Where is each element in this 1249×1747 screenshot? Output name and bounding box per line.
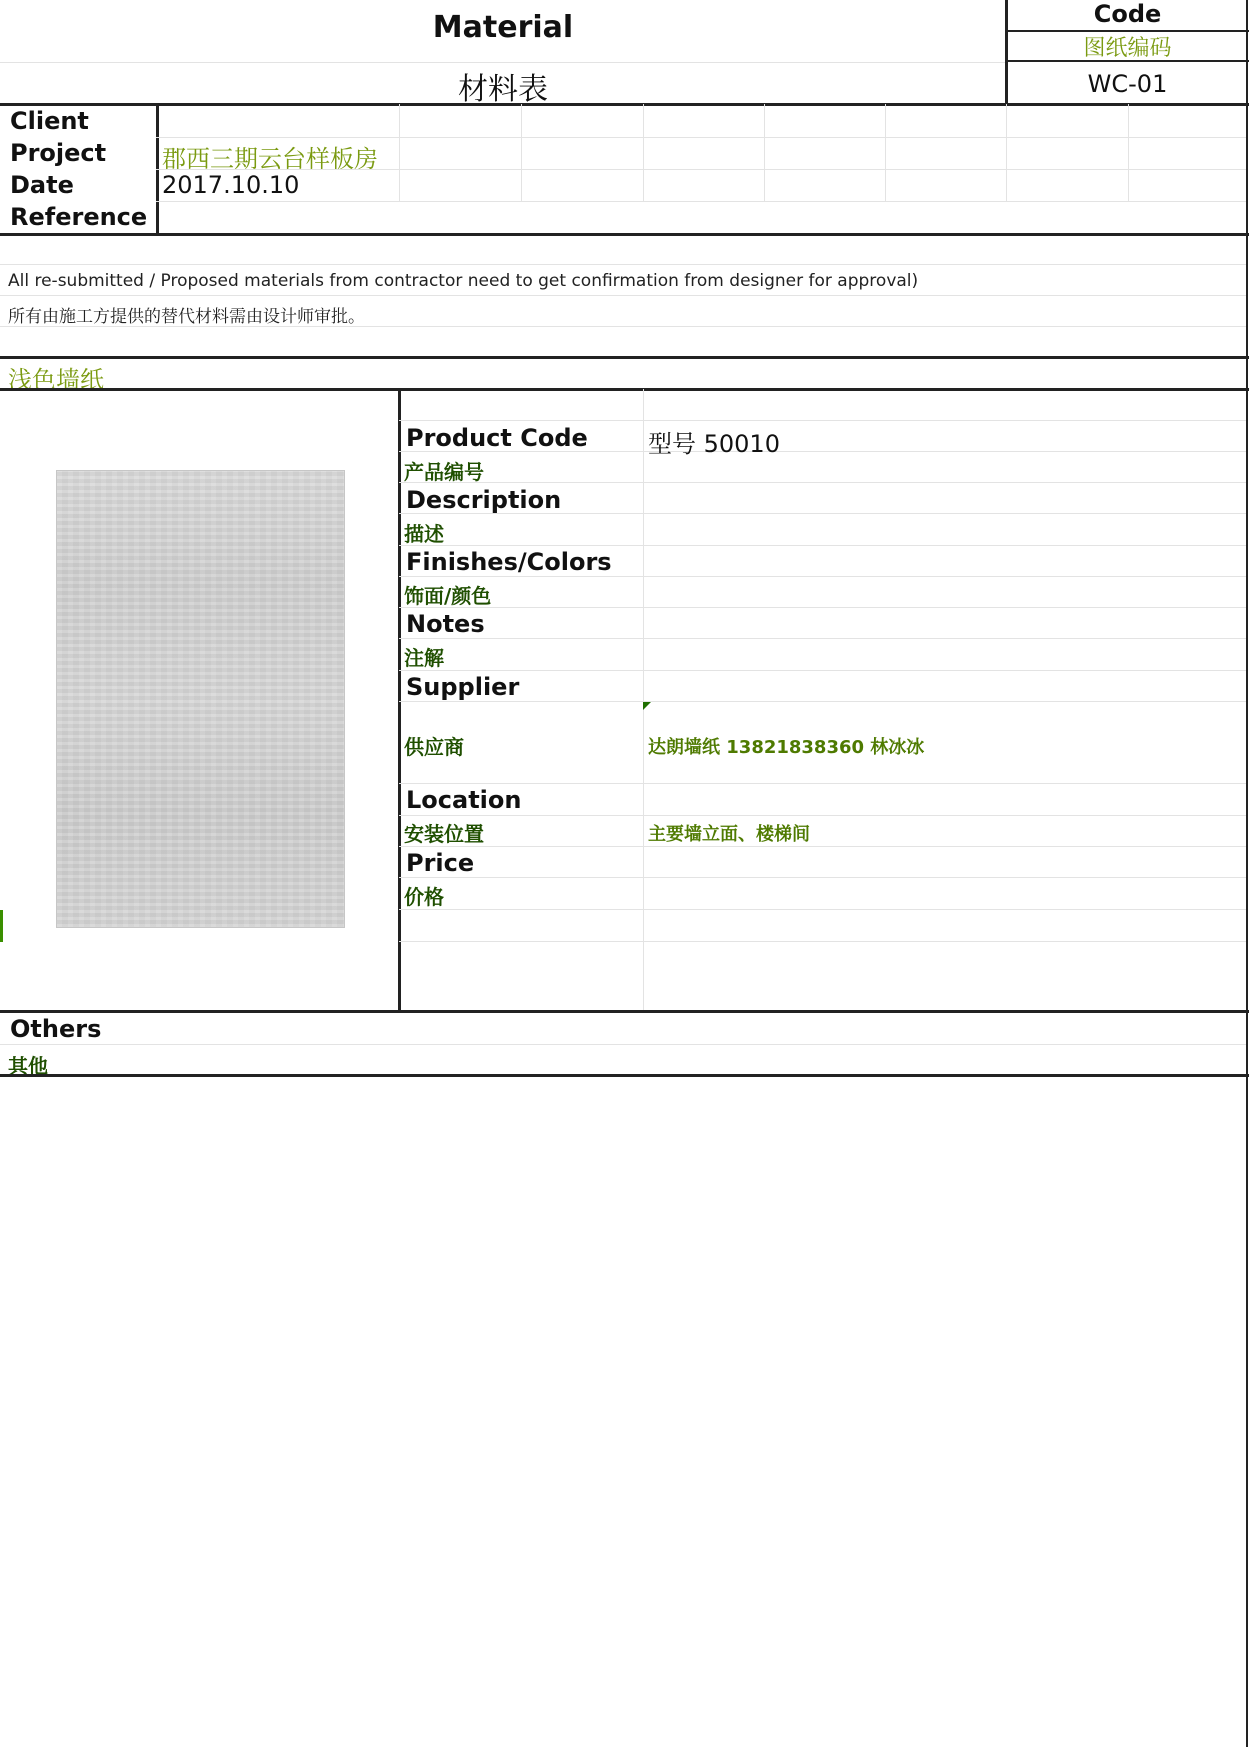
material-section-title: 浅色墙纸 [8, 366, 104, 394]
project-value: 郡西三期云台样板房 [162, 145, 378, 173]
project-label: Project [10, 139, 107, 167]
gridline [399, 815, 1246, 816]
code-cell-border [1005, 60, 1249, 62]
gridline [399, 638, 1246, 639]
gridline [399, 607, 1246, 608]
date-value: 2017.10.10 [162, 171, 300, 199]
reference-label: Reference [10, 203, 148, 231]
header-divider [1005, 0, 1008, 104]
location-label: Location [406, 786, 522, 814]
gridline [0, 264, 1246, 265]
gridline [764, 104, 765, 201]
price-label: Price [406, 849, 475, 877]
gridline [885, 104, 886, 201]
gridline [399, 482, 1246, 483]
date-label: Date [10, 171, 74, 199]
finishes-label-chinese: 饰面/颜色 [404, 584, 492, 608]
gridline [156, 201, 1246, 202]
gridline [521, 104, 522, 201]
gridline [399, 576, 1246, 577]
gridline [399, 670, 1246, 671]
gridline [0, 295, 1246, 296]
table-border [0, 233, 1249, 236]
gridline [399, 545, 1246, 546]
gridline [1006, 104, 1007, 201]
gridline [399, 104, 400, 201]
table-border [0, 388, 1249, 391]
gridline [0, 326, 1246, 327]
title-chinese: 材料表 [458, 72, 548, 107]
gridline [399, 941, 1246, 942]
gridline [643, 104, 644, 201]
code-cell-border [1005, 30, 1249, 32]
product-code-text: 型号 50010 [648, 430, 780, 458]
code-label-chinese: 图纸编码 [1083, 36, 1172, 61]
title-english: Material [432, 10, 574, 45]
gridline [399, 846, 1246, 847]
client-label: Client [10, 107, 89, 135]
description-label: Description [406, 486, 562, 514]
table-border [0, 1074, 1249, 1077]
gridline [399, 701, 1246, 702]
gridline [399, 420, 1246, 421]
gridline [156, 169, 1246, 170]
gridline [1128, 104, 1129, 201]
supplier-label: Supplier [406, 673, 520, 701]
page-right-border [1246, 0, 1248, 1747]
table-border [0, 356, 1249, 359]
code-value: WC-01 [1087, 70, 1168, 98]
product-code-value [648, 424, 780, 459]
approval-note-chinese: 所有由施工方提供的替代材料需由设计师审批。 [8, 307, 365, 327]
others-label-chinese: 其他 [8, 1054, 48, 1078]
gridline [0, 62, 1005, 63]
gridline [0, 1044, 1246, 1045]
others-label: Others [10, 1015, 102, 1043]
product-code-label: Product Code [406, 424, 588, 452]
code-label: Code [1093, 0, 1162, 28]
location-value: 主要墙立面、楼梯间 [648, 824, 810, 845]
row-marker [0, 910, 3, 942]
gridline [399, 783, 1246, 784]
cell-comment-marker [643, 702, 651, 710]
description-label-chinese: 描述 [404, 522, 444, 546]
product-code-label-chinese: 产品编号 [404, 460, 484, 484]
approval-note-english: All re-submitted / Proposed materials from contractor need to get confirmation from designer for approval) [8, 271, 919, 291]
notes-label-chinese: 注解 [404, 646, 444, 670]
finishes-label: Finishes/Colors [406, 548, 612, 576]
notes-label: Notes [406, 610, 485, 638]
location-label-chinese: 安装位置 [404, 822, 484, 846]
material-sample-image [56, 470, 345, 928]
table-border [0, 103, 1249, 106]
table-border [0, 1010, 1249, 1013]
supplier-label-chinese: 供应商 [404, 735, 464, 759]
price-label-chinese: 价格 [404, 885, 444, 909]
gridline [399, 909, 1246, 910]
supplier-value: 达朗墙纸 13821838360 林冰冰 [648, 737, 925, 758]
gridline [399, 877, 1246, 878]
gridline [156, 137, 1246, 138]
